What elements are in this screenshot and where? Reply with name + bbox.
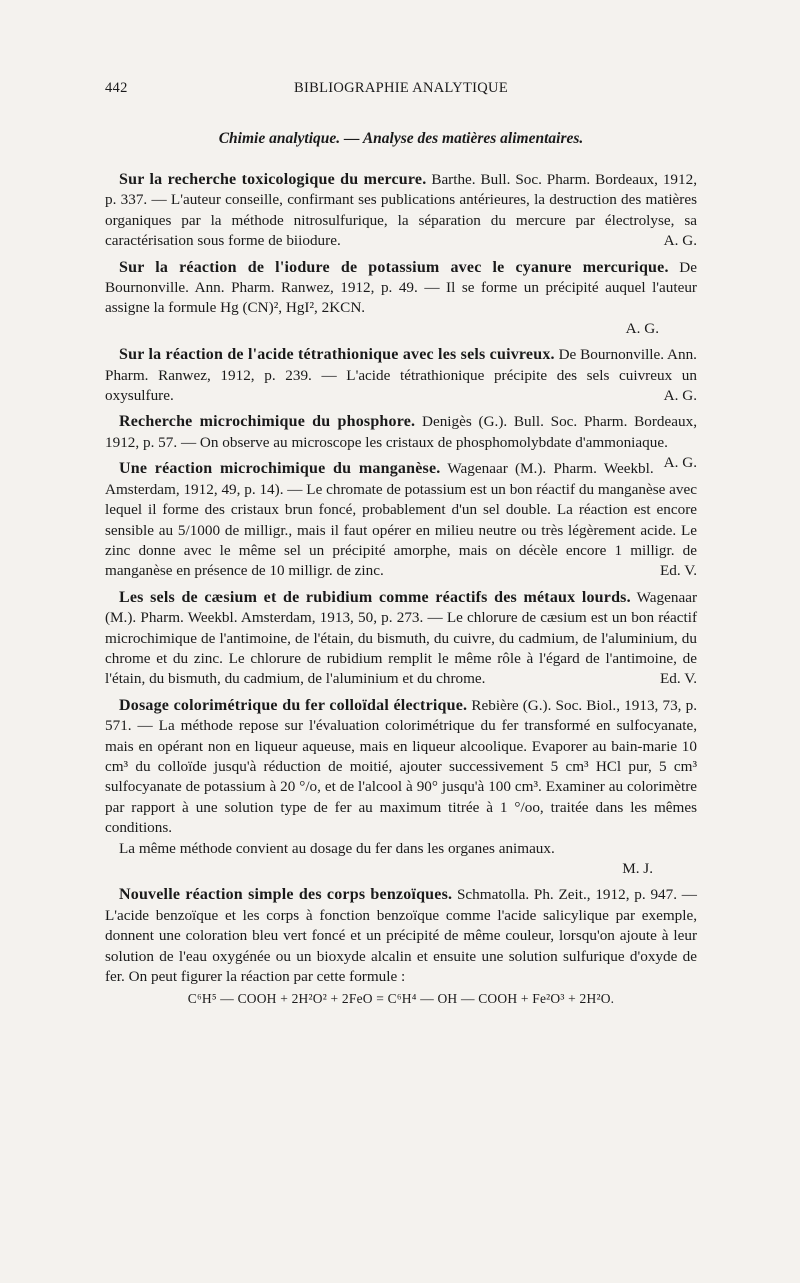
entry-fer [105, 696, 697, 839]
entry-body: Denigès (G.). Bull. Soc. Pharm. Bordeaux, 1912, p. 57. — On observe au microscope les cristaux de phosphomolybdate d'ammoniaque. [105, 413, 697, 451]
entry-title: Sur la recherche toxicologique du mercure. [119, 171, 427, 188]
entry-body-continued: La même méthode convient au dosage du fer dans les organes animaux. [119, 839, 555, 857]
entry-tetrathionique [105, 345, 697, 406]
chemical-formula: C⁶H⁵ — COOH + 2H²O² + 2FeO = C⁶H⁴ — OH — COOH + Fe²O³ + 2H²O. [187, 991, 615, 1007]
entry-signature: A. G. [663, 454, 697, 472]
entry-body: Wagenaar (M.). Pharm. Weekbl. Amsterdam, 1913, 50, p. 273. — Le chlorure de cæsium est un bon réactif microchimique de l'antimoine, de l'étain, du bismuth, du cuivre, du cadmium, de l'aluminium, du chrome et du zinc. Le chlorure de rubidium remplit le même rôle à l'égard de l'antimoine, de l'étain, du bismuth, du cadmium, de l'aluminium et du chrome. [105, 588, 697, 688]
entry-signature: Ed. V. [660, 670, 697, 688]
document-page [105, 80, 697, 1007]
entry-body: Wagenaar (M.). Pharm. Weekbl. Amsterdam, 1912, 49, p. 14). — Le chromate de potassium est un bon réactif du manganèse avec lequel il forme des cristaux brun foncé, probablement d'un sel double. La réaction est encore sensible au 5/1000 de milligr., mais il faut opérer en milieu neutre ou très légèrement acide. Le zinc donne avec le même sel un précipité amorphe, mais on décèle encore 1 milligr. de manganèse en présence de 10 milligr. de zinc. [105, 460, 697, 580]
entry-body: De Bournonville. Ann. Pharm. Ranwez, 1912, p. 239. — L'acide tétrathionique précipite des sels cuivreux un oxysulfure. [105, 346, 697, 405]
entry-title: Sur la réaction de l'iodure de potassium avec le cyanure mercurique. [119, 258, 669, 276]
section-title: Chimie analytique. — Analyse des matières alimentaires. [218, 130, 584, 147]
running-title: BIBLIOGRAPHIE ANALYTIQUE [294, 80, 508, 96]
entry-body: De Bournonville. Ann. Pharm. Ranwez, 1912, p. 49. — Il se forme un précipité auquel l'auteur assigne la formule Hg (CN)², HgI², 2KCN. [105, 258, 698, 317]
entry-title: Dosage colorimétrique du fer colloïdal électrique. [119, 696, 468, 714]
entry-body: Schmatolla. Ph. Zeit., 1912, p. 947. — L'acide benzoïque et les corps à fonction benzoïque comme l'acide salicylique par exemple, donnent une coloration bleu vert foncé et un précipité de même couleur, lorsqu'on ajoute à leur solution de l'eau oxygénée ou un bioxyde alcalin et ensuite une solution sulfurique d'oxyde de fer. On peut figurer la réaction par cette formule : [105, 886, 697, 986]
entry-manganese [105, 459, 697, 581]
page-number: 442 [105, 80, 128, 96]
entry-title: Nouvelle réaction simple des corps benzoïques. [119, 886, 453, 904]
entry-title: Les sels de cæsium et de rubidium comme réactifs des métaux lourds. [119, 588, 631, 606]
page-header [105, 80, 697, 104]
entry-title: Une réaction microchimique du manganèse. [119, 460, 441, 478]
entry-title: Recherche microchimique du phosphore. [119, 413, 416, 431]
entry-signature: A. G. [625, 319, 659, 337]
entry-body: Rebière (G.). Soc. Biol., 1913, 73, p. 571. — La méthode repose sur l'évaluation colorimétrique du fer transformé en sulfocyanate, mais en opérant non en liqueur aqueuse, mais en liqueur alcoolique. Evaporer au bain-marie 10 cm³ du colloïde jusqu'à réduction de moitié, ajouter successivement 5 cm³ HCl pur, 5 cm³ sulfocyanate de potassium à 20 °/o, et de l'alcool à 90° jusqu'à 100 cm³. Examiner au colorimètre par rapport à une solution type de fer au maximum titrée à 1 °/oo, traitée dans les mêmes conditions. [105, 696, 697, 837]
entry-signature: A. G. [663, 232, 697, 250]
entry-body: Barthe. Bull. Soc. Pharm. Bordeaux, 1912, p. 337. — L'auteur conseille, confirmant ses publications antérieures, la destruction des matières organiques par la méthode nitrosulfurique, la séparation du mercure par électrolyse, sa caractérisation sous forme de biiodure. [105, 171, 697, 250]
entry-title: Sur la réaction de l'acide tétrathionique avec les sels cuivreux. [119, 346, 555, 364]
entry-signature: M. J. [622, 860, 653, 877]
entry-caesium [105, 588, 697, 690]
entry-benzoiques [105, 885, 697, 987]
entry-signature: A. G. [663, 387, 697, 405]
entry-signature: Ed. V. [660, 562, 697, 580]
entry-mercure [105, 170, 697, 252]
entry-iodure [105, 258, 697, 319]
